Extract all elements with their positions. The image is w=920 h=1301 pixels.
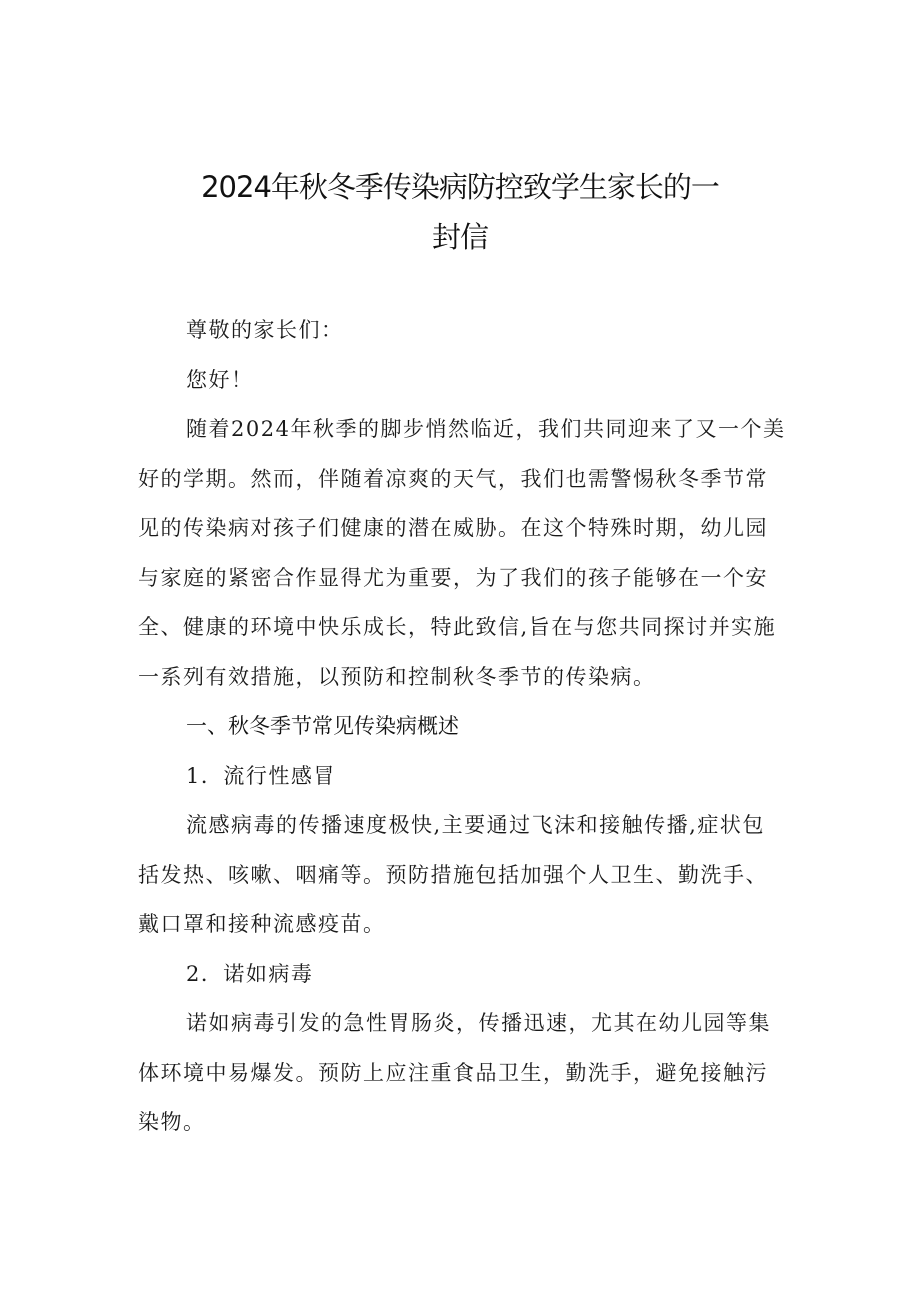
- paragraph-line: 染物。: [138, 1110, 206, 1134]
- intro-paragraph: [138, 405, 798, 702]
- paragraph-line: 随着2024年秋季的脚步悄然临近，我们共同迎来了又一个美: [186, 417, 786, 441]
- paragraph-line: 一系列有效措施，以预防和控制秋冬季节的传染病。: [138, 664, 656, 689]
- salutation: 尊敬的家长们：: [186, 318, 344, 342]
- paragraph-line: 全、健康的环境中快乐成长，特此致信,旨在与您共同探讨并实施: [138, 615, 777, 639]
- paragraph-line: 体环境中易爆发。预防上应注重食品卫生，勤洗手，避免接触污: [138, 1060, 768, 1085]
- title-line-1: 2024年秋冬季传染病防控致学生家长的一: [201, 170, 719, 204]
- document-title: [140, 162, 780, 262]
- paragraph-line: 戴口罩和接种流感疫苗。: [138, 912, 386, 936]
- section-heading: 一、秋冬季节常见传染病概述: [186, 714, 459, 738]
- norovirus-paragraph: [138, 999, 798, 1148]
- paragraph-line: 好的学期。然而，伴随着凉爽的天气，我们也需警惕秋冬季节常: [138, 466, 768, 491]
- title-line-2: 封信: [431, 220, 488, 254]
- paragraph-line: 与家庭的紧密合作显得尤为重要，为了我们的孩子能够在一个安: [138, 565, 768, 590]
- paragraph-line: 括发热、咳嗽、咽痛等。预防措施包括加强个人卫生、勤洗手、: [138, 862, 768, 887]
- paragraph-line: 诺如病毒引发的急性胃肠炎，传播迅速，尤其在幼儿园等集: [186, 1011, 771, 1035]
- paragraph-line: 见的传染病对孩子们健康的潜在威胁。在这个特殊时期，幼儿园: [138, 516, 768, 540]
- influenza-paragraph: [138, 801, 798, 950]
- greeting: 您好！: [186, 367, 254, 392]
- paragraph-line: 流感病毒的传播速度极快,主要通过飞沫和接触传播,症状包: [186, 813, 765, 837]
- item-title-norovirus: 2．诺如病毒: [186, 961, 314, 986]
- letter-body: [138, 306, 798, 1148]
- item-title-influenza: 1．流行性感冒: [186, 763, 336, 788]
